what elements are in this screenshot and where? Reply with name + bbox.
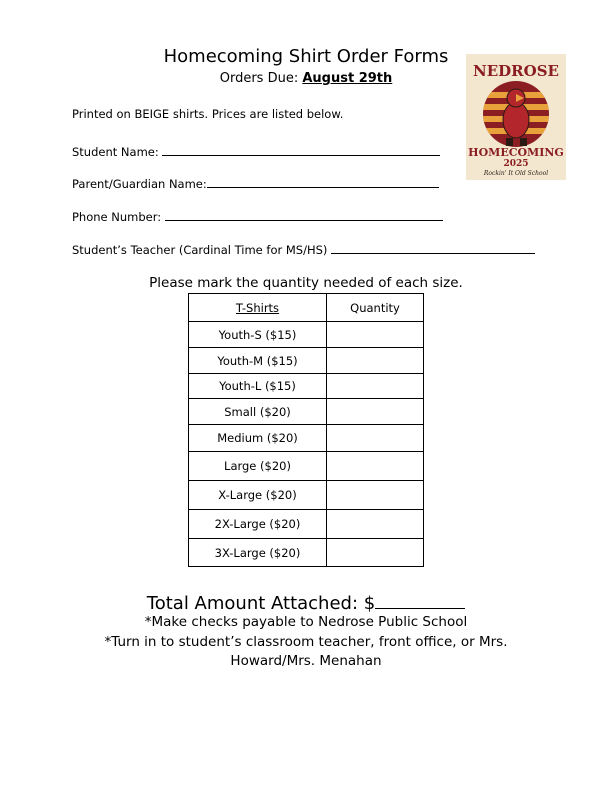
- size-label: Medium ($20): [189, 425, 327, 452]
- total-amount-line: [0, 590, 612, 614]
- quantity-cell[interactable]: [327, 425, 424, 452]
- size-label: Youth-L ($15): [189, 374, 327, 399]
- checks-note: *Make checks payable to Nedrose Public School: [144, 614, 468, 630]
- quantity-cell[interactable]: [327, 399, 424, 425]
- logo-tagline: Rockin' It Old School: [483, 170, 549, 177]
- homecoming-logo: [466, 54, 566, 180]
- student-name-label: Student Name:: [72, 145, 163, 159]
- table-row: [189, 539, 424, 567]
- size-label: X-Large ($20): [189, 481, 327, 510]
- size-quantity-table: [188, 293, 424, 567]
- size-label: Youth-S ($15): [189, 322, 327, 348]
- size-label: 2X-Large ($20): [189, 510, 327, 539]
- parent-name-blank[interactable]: [207, 175, 439, 188]
- turn-in-note-continued: Howard/Mrs. Menahan: [230, 653, 382, 669]
- due-label: Orders Due:: [219, 71, 303, 86]
- table-row: [189, 374, 424, 399]
- info-line: Printed on BEIGE shirts. Prices are listed below.: [72, 107, 344, 121]
- quantity-cell[interactable]: [327, 452, 424, 481]
- table-header-row: [189, 294, 424, 322]
- logo-top-text: NEDROSE: [473, 62, 559, 80]
- page-title: Homecoming Shirt Order Forms: [163, 46, 449, 67]
- logo-middle-text: HOMECOMING: [468, 146, 564, 159]
- table-row: [189, 452, 424, 481]
- phone-label: Phone Number:: [72, 210, 165, 224]
- phone-field[interactable]: [72, 208, 443, 224]
- parent-name-field[interactable]: [72, 175, 439, 191]
- table-row: [189, 481, 424, 510]
- logo-year: 2025: [503, 159, 529, 169]
- total-label: Total Amount Attached: $: [146, 593, 376, 614]
- student-name-field[interactable]: [72, 143, 440, 159]
- parent-name-label: Parent/Guardian Name:: [72, 177, 207, 191]
- size-label: Small ($20): [189, 399, 327, 425]
- table-row: [189, 399, 424, 425]
- quantity-cell[interactable]: [327, 348, 424, 374]
- table-row: [189, 322, 424, 348]
- quantity-cell[interactable]: [327, 510, 424, 539]
- table-row: [189, 425, 424, 452]
- size-label: 3X-Large ($20): [189, 539, 327, 567]
- instructions: Please mark the quantity needed of each size.: [149, 275, 463, 291]
- student-name-blank[interactable]: [162, 143, 440, 156]
- turn-in-note: *Turn in to student’s classroom teacher, front office, or Mrs.: [104, 634, 508, 650]
- size-label: Large ($20): [189, 452, 327, 481]
- quantity-cell[interactable]: [327, 322, 424, 348]
- size-label: Youth-M ($15): [189, 348, 327, 374]
- quantity-cell[interactable]: [327, 374, 424, 399]
- homecoming-logo-graphic: [466, 54, 566, 180]
- quantity-cell[interactable]: [327, 539, 424, 567]
- due-date: August 29th: [302, 71, 393, 86]
- quantity-cell[interactable]: [327, 481, 424, 510]
- total-amount-blank[interactable]: [375, 590, 465, 609]
- phone-blank[interactable]: [165, 208, 443, 221]
- table-row: [189, 510, 424, 539]
- teacher-blank[interactable]: [331, 241, 535, 254]
- teacher-label: Student’s Teacher (Cardinal Time for MS/HS): [72, 243, 332, 257]
- table-row: [189, 348, 424, 374]
- header-tshirts: T-Shirts: [189, 294, 327, 322]
- teacher-field[interactable]: [72, 241, 535, 257]
- header-quantity: Quantity: [327, 294, 424, 322]
